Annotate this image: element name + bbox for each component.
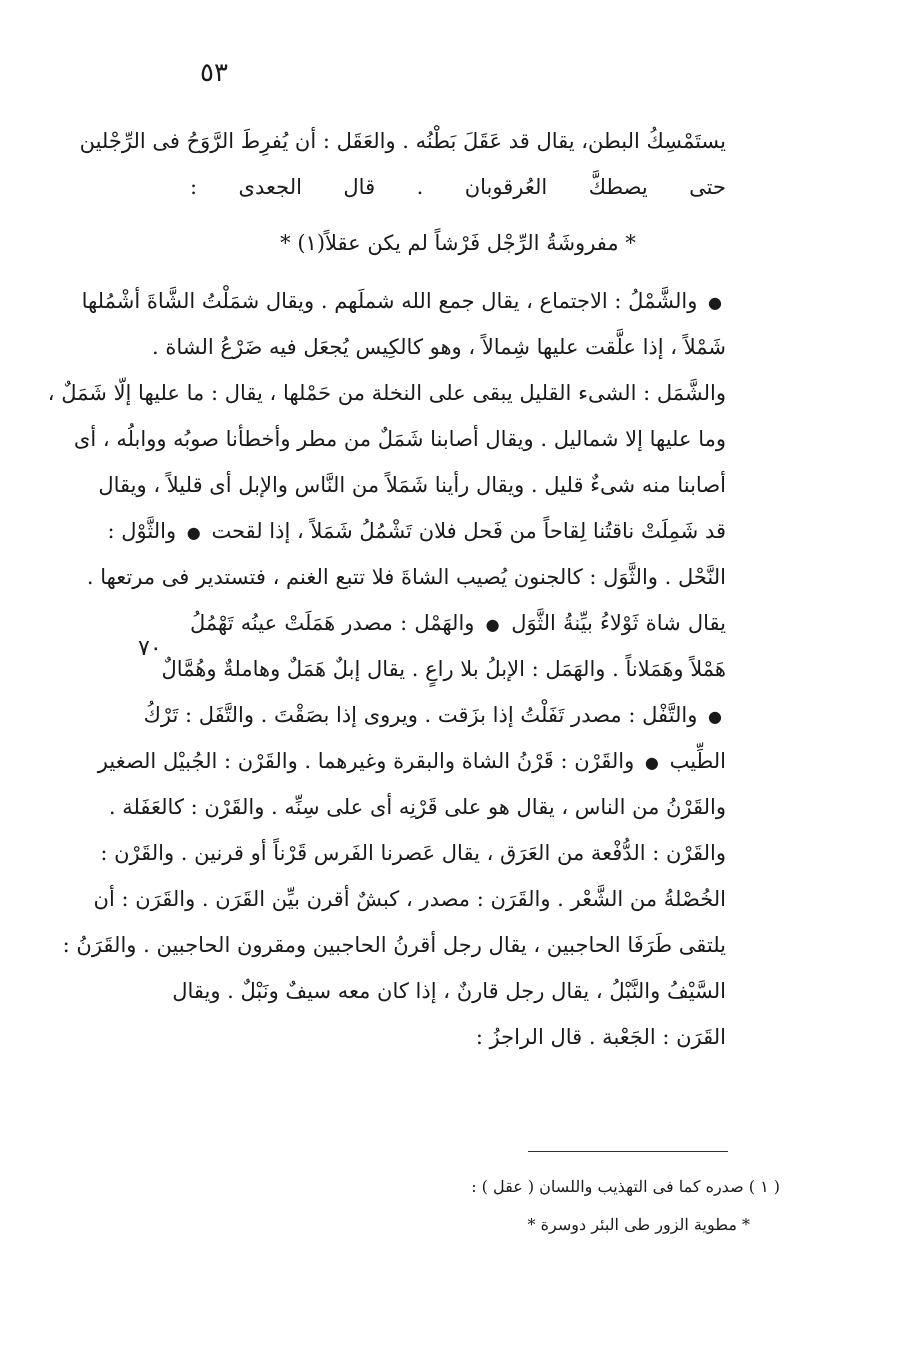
text-line: يلتقى طَرَفَا الحاجبين ، يقال رجل أقرنُ الحاجبين ومقرون الحاجبين . والقَرَنُ :: [62, 933, 726, 957]
verse-line: * مفروشَةُ الرِّجْل فَرْشاً لم يكن عقلاً(١) *: [280, 231, 636, 255]
text-line: والقَرْنُ من الناس ، يقال هو على قَرْنِه أى على سِنِّه . والقَرْن : كالعَفَلة .: [108, 795, 726, 819]
text-line: وما عليها إلا شماليل . ويقال أصابنا شَمَلٌ من مطر وأخطأنا صوبُه ووابلُه ، أى: [73, 427, 726, 451]
text-segment: والثَّوْل :: [107, 519, 177, 543]
text-line: [143, 692, 726, 738]
text-line: أصابنا منه شىءٌ قليل . ويقال رأينا شَمَلاً من النَّاس والإبل أى قليلاً ، ويقال: [98, 473, 726, 497]
bullet-icon: ●: [708, 293, 722, 312]
bullet-icon: ●: [708, 707, 722, 726]
text-line: شَمْلاً ، إذا علَّقت عليها شِمالاً ، وهو كالكِيس يُجعَل فيه ضَرْعُ الشاة .: [152, 335, 726, 359]
text-line: والشَّمَل : الشىء القليل يبقى على النخلة من حَمْلها ، يقال : ما عليها إلّا شَمَلٌ ،: [47, 381, 726, 405]
bullet-icon: ●: [485, 615, 501, 634]
text-segment: قد شَمِلَتْ ناقتُنا لِقاحاً من فَحل فلان تَشْمُلُ شَمَلاً ، إذا لقحت: [211, 519, 726, 543]
text-line: [107, 508, 726, 554]
text-line: هَمْلاً وهَمَلاناً . والهَمَل : الإبلُ بلا راعٍ . يقال إبلٌ هَمَلٌ وهاملةٌ وهُمَّالٌ: [161, 657, 726, 681]
text-line: [97, 738, 726, 784]
bullet-icon: ●: [644, 753, 659, 772]
text-segment: والشَّمْلُ : الاجتماع ، يقال جمع الله شملَهم . ويقال شمَلْتُ الشَّاةَ أشْمُلها: [81, 289, 698, 313]
text-line: [190, 600, 726, 646]
page-number: ٥٣: [200, 58, 228, 88]
bullet-icon: ●: [186, 523, 201, 542]
text-line: والقَرْن : الدُّفْعة من العَرَق ، يقال عَصرنا الفَرس قَرْناً أو قرنين . والقَرْن :: [100, 841, 726, 865]
text-line: الخُصْلةُ من الشَّعْر . والقَرَن : مصدر ، كبشٌ أقرن بيِّن القَرَن . والقَرَن : أن: [93, 887, 726, 911]
footnote-verse: * مطوية الزور طى البئر دوسرة *: [527, 1215, 750, 1234]
text-segment: والتَّفْل : مصدر تَفَلْتُ إذا بزَقت . ويروى إذا بصَقْتَ . والتَّفَل : تَرْكُ: [143, 703, 698, 727]
text-line: يستَمْسِكُ البطن، يقال قد عَقَلَ بَطْنُه . والعَقَل : أن يُفرِطَ الرَّوَحُ فى الرِّجْلين: [79, 129, 726, 153]
footnote-divider: [528, 1151, 728, 1152]
margin-line-number: ٧٠: [138, 636, 162, 661]
text-line: السَّيْفُ والنَّبْلُ ، يقال رجل قارنٌ ، إذا كان معه سيفٌ ونَبْلٌ . ويقال: [172, 979, 726, 1003]
footnotes-block: [340, 1168, 780, 1244]
text-segment: يقال شاة ثَوْلاءُ بيِّنةُ الثَّوَل: [511, 611, 726, 635]
text-segment: الطِّيب: [669, 749, 726, 773]
footnote-text: ( ١ ) صدره كما فى التهذيب واللسان ( عقل ) :: [471, 1177, 780, 1196]
text-line: حتى يصطكَّ العُرقوبان . قال الجعدى :: [190, 175, 726, 199]
text-line: [81, 278, 726, 324]
text-segment: والهَمْل : مصدر هَمَلَتْ عينُه تَهْمُلُ: [190, 611, 475, 635]
text-segment: والقَرْن : قَرْنُ الشاة والبقرة وغيرهما . والقَرْن : الجُبيْل الصغير: [97, 749, 635, 773]
text-line: القَرَن : الجَعْبة . قال الراجزُ :: [475, 1025, 726, 1049]
text-line: النَّحْل . والثَّوَل : كالجنون يُصيب الشاةَ فلا تتبع الغنم ، فتستدير فى مرتعها .: [86, 565, 726, 589]
